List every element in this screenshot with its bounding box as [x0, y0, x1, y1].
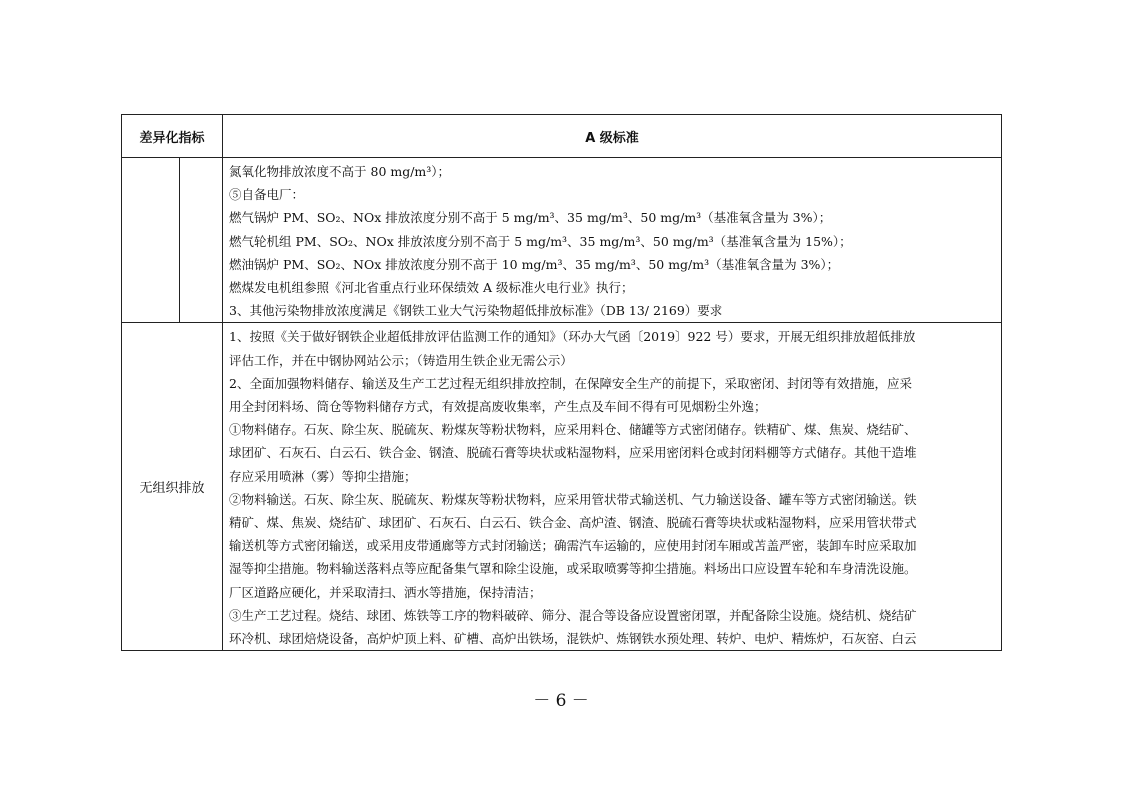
row1-sub-cell — [180, 158, 223, 323]
row1-content — [223, 158, 1002, 323]
text-line: 环冷机、球团焙烧设备，高炉炉顶上料、矿槽、高炉出铁场，混铁炉、炼钢铁水预处理、转炉、电炉、精炼炉，石灰窑、白云 — [229, 631, 917, 647]
header-a-standard: A 级标准 — [223, 115, 1002, 158]
text-line: 1、按照《关于做好钢铁企业超低排放评估监测工作的通知》（环办大气函〔2019〕922 号）要求，开展无组织排放超低排放 — [229, 329, 916, 345]
header-indicator: 差异化指标 — [122, 115, 223, 158]
text-line: 湿等抑尘措施。物料输送落料点等应配备集气罩和除尘设施，或采取喷雾等抑尘措施。料场出口应设置车轮和车身清洗设施。 — [229, 561, 917, 577]
text-line: 存应采用喷淋（雾）等抑尘措施； — [229, 468, 417, 484]
text-line: 球团矿、石灰石、白云石、铁合金、钢渣、脱硫石膏等块状或粘湿物料，应采用密闭料仓或封闭料棚等方式储存。其他干造堆 — [229, 445, 917, 461]
text-line: 评估工作，并在中钢协网站公示；（铸造用生铁企业无需公示） — [229, 352, 573, 368]
text-line: 燃气锅炉 PM、SO₂、NOx 排放浓度分别不高于 5 mg/m³、35 mg/m³、50 mg/m³（基准氧含量为 3%）； — [229, 210, 832, 226]
table-row — [122, 158, 1002, 323]
row2-label-unorganized-emission: 无组织排放 — [122, 323, 223, 651]
page-number: － 6 － — [533, 691, 589, 711]
text-line: 氮氧化物排放浓度不高于 80 mg/m³）； — [229, 164, 451, 179]
text-line: 3、其他污染物排放浓度满足《钢铁工业大气污染物超低排放标准》（DB 13/ 2169）要求 — [229, 303, 723, 319]
text-line: 精矿、煤、焦炭、烧结矿、球团矿、石灰石、白云石、铁合金、高炉渣、钢渣、脱硫石膏等块状或粘湿物料，应采用管状带式 — [229, 515, 917, 531]
text-line: 输送机等方式密闭输送，或采用皮带通廊等方式封闭输送；确需汽车运输的，应使用封闭车厢或苫盖严密，装卸车时应采取加 — [229, 538, 917, 554]
text-line: 厂区道路应硬化，并采取清扫、洒水等措施，保持清洁； — [229, 584, 542, 600]
text-line: 2、全面加强物料储存、输送及生产工艺过程无组织排放控制，在保障安全生产的前提下，采取密闭、封闭等有效措施，应采 — [229, 375, 912, 391]
table-header-row — [122, 115, 1002, 158]
text-line: 用全封闭料场、筒仓等物料储存方式，有效提高废收集率，产生点及车间不得有可见烟粉尘外逸； — [229, 399, 767, 415]
text-line: ②物料输送。石灰、除尘灰、脱硫灰、粉煤灰等粉状物料，应采用管状带式输送机、气力输送设备、罐车等方式密闭输送。铁 — [229, 491, 917, 507]
row2-content — [223, 323, 1002, 651]
row1-label-cell — [122, 158, 180, 323]
text-line: 燃煤发电机组参照《河北省重点行业环保绩效 A 级标准火电行业》执行； — [229, 280, 634, 296]
text-line: ①物料储存。石灰、除尘灰、脱硫灰、粉煤灰等粉状物料，应采用料仓、储罐等方式密闭储存。铁精矿、煤、焦炭、烧结矿、 — [229, 422, 917, 438]
text-line: 燃油锅炉 PM、SO₂、NOx 排放浓度分别不高于 10 mg/m³、35 mg/m³、50 mg/m³（基准氧含量为 3%）； — [229, 256, 840, 272]
text-line: 燃气轮机组 PM、SO₂、NOx 排放浓度分别不高于 5 mg/m³、35 mg/m³、50 mg/m³（基准氧含量为 15%）； — [229, 233, 852, 249]
text-line: ③生产工艺过程。烧结、球团、炼铁等工序的物料破碎、筛分、混合等设备应设置密闭罩，并配备除尘设施。烧结机、烧结矿 — [229, 607, 917, 623]
standards-table — [121, 114, 1002, 651]
table-row — [122, 323, 1002, 651]
text-line: ⑤自备电厂： — [229, 187, 305, 203]
